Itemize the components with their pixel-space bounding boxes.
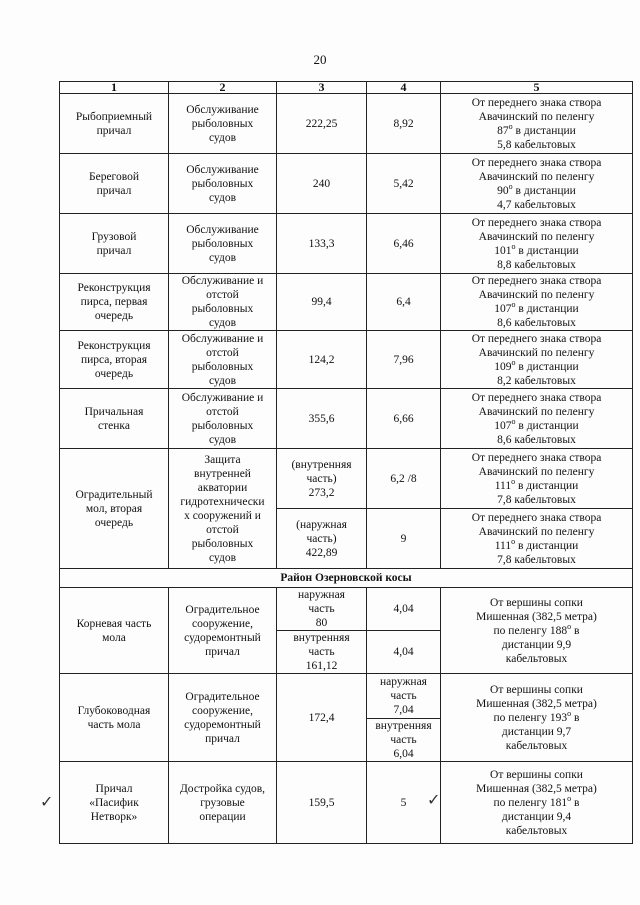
bearing-text: От вершины сопки Мишенная (382,5 метра) по пеленгу 188 (476, 596, 597, 637)
bearing-text: От переднего знака створа Авачинский по пеленгу 107 (471, 275, 602, 315)
depth: внутренняя часть 6,04 (367, 719, 441, 762)
purpose: Оградительное сооружение, судоремонтный причал (169, 588, 277, 674)
object-name: Глубоководная часть мола (60, 674, 169, 762)
header-col-2: 2 (169, 82, 277, 94)
bearing-text: От переднего знака створа Авачинский по пеленгу 101 (471, 216, 602, 257)
depth: 6,4 (367, 274, 441, 331)
depth: 5,42 (367, 154, 441, 214)
bearing-text: в дистанции 8,2 кабельтовых (497, 360, 579, 387)
object-name: Причал «Пасифик Нетворк» (60, 762, 169, 844)
bearing-text: в дистанции 8,6 кабельтовых (497, 303, 579, 329)
length: 240 (277, 154, 367, 214)
bearing-text: в дистанции 9,9 кабельтовых (501, 624, 580, 665)
object-name: Береговой причал (60, 154, 169, 214)
object-name: Рыбоприемный причал (60, 94, 169, 154)
degree-sign: o (508, 121, 513, 131)
degree-sign: o (511, 300, 516, 310)
page-number: 20 (313, 52, 327, 67)
purpose: Обслуживание рыболовных судов (169, 154, 277, 214)
table-row (60, 331, 633, 389)
purpose: Обслуживание рыболовных судов (169, 214, 277, 274)
degree-sign: o (511, 476, 516, 486)
degree-sign: o (567, 793, 572, 803)
degree-sign: o (511, 536, 516, 546)
bearing-text: в дистанции 9,7 кабельтовых (501, 711, 580, 752)
purpose: Оградительное сооружение, судоремонтный причал (169, 674, 277, 762)
bearing-text: От переднего знака створа Авачинский по пеленгу 90 (471, 156, 602, 197)
bearing-text: От переднего знака створа Авачинский по пеленгу 107 (471, 391, 602, 432)
location (441, 331, 633, 389)
bearing-text: в дистанции 9,4 кабельтовых (501, 796, 580, 837)
table-row (60, 389, 633, 449)
table-row (60, 762, 633, 844)
bearing-text: в дистанции 7,8 кабельтовых (497, 539, 579, 566)
depth: 9 (367, 509, 441, 569)
bearing-text: в дистанции 4,7 кабельтовых (497, 184, 576, 211)
object-name: Грузовой причал (60, 214, 169, 274)
section-title: Район Озерновской косы (60, 569, 633, 588)
length: 133,3 (277, 214, 367, 274)
bearing-text: в дистанции 8,6 кабельтовых (497, 419, 579, 446)
bearing-text: От переднего знака створа Авачинский по пеленгу 111 (471, 511, 602, 552)
purpose: Обслуживание и отстой рыболовных судов (169, 389, 277, 449)
object-name: Корневая часть мола (60, 588, 169, 674)
table-row (60, 588, 633, 631)
length: 222,25 (277, 94, 367, 154)
purpose: Достройка судов, грузовые операции (169, 762, 277, 844)
object-name: Причальная стенка (60, 389, 169, 449)
purpose: Защита внутренней акватории гидротехнически х сооружений и отстой рыболовных судов (169, 449, 277, 569)
margin-checkmark-2: ✓ (427, 792, 441, 809)
depth: наружная часть 7,04 (367, 674, 441, 719)
location (441, 449, 633, 509)
object-name: Реконструкция пирса, первая очередь (60, 274, 169, 331)
location (441, 274, 633, 331)
length: 172,4 (277, 674, 367, 762)
header-col-1: 1 (60, 82, 169, 94)
degree-sign: o (508, 181, 513, 191)
depth: 6,2 /8 (367, 449, 441, 509)
depth: 8,92 (367, 94, 441, 154)
length: (наружная часть) 422,89 (277, 509, 367, 569)
location (441, 509, 633, 569)
bearing-text: в дистанции 8,8 кабельтовых (497, 244, 579, 271)
length: 355,6 (277, 389, 367, 449)
bearing-text: От переднего знака створа Авачинский по пеленгу 109 (471, 332, 602, 373)
depth: 4,04 (367, 588, 441, 631)
bearing-text: От вершины сопки Мишенная (382,5 метра) по пеленгу 181 (476, 768, 597, 809)
location (441, 762, 633, 844)
margin-checkmark: ✓ (40, 794, 54, 811)
bearing-text: От вершины сопки Мишенная (382,5 метра) по пеленгу 193 (476, 683, 597, 724)
berth-table (59, 81, 633, 844)
table-row (60, 274, 633, 331)
depth: 4,04 (367, 631, 441, 674)
table-row (60, 449, 633, 509)
location (441, 154, 633, 214)
header-col-3: 3 (277, 82, 367, 94)
location (441, 588, 633, 674)
header-row (60, 82, 633, 94)
length: 124,2 (277, 331, 367, 389)
length: наружная часть 80 (277, 588, 367, 631)
degree-sign: o (567, 621, 572, 631)
degree-sign: o (511, 416, 516, 426)
depth: 6,66 (367, 389, 441, 449)
table-row (60, 94, 633, 154)
length: внутренняя часть 161,12 (277, 631, 367, 674)
location (441, 674, 633, 762)
table-row (60, 674, 633, 719)
location (441, 389, 633, 449)
header-col-5: 5 (441, 82, 633, 94)
purpose: Обслуживание рыболовных судов (169, 94, 277, 154)
bearing-text: в дистанции 7,8 кабельтовых (497, 479, 579, 506)
degree-sign: o (511, 357, 516, 367)
object-name: Оградительный мол, вторая очередь (60, 449, 169, 569)
degree-sign: o (567, 708, 572, 718)
section-row (60, 569, 633, 588)
length: (внутренняя часть) 273,2 (277, 449, 367, 509)
length: 159,5 (277, 762, 367, 844)
purpose: Обслуживание и отстой рыболовных судов (169, 274, 277, 331)
location (441, 94, 633, 154)
bearing-text: От переднего знака створа Авачинский по пеленгу 87 (471, 96, 602, 137)
location (441, 214, 633, 274)
bearing-text: От переднего знака створа Авачинский по пеленгу 111 (471, 451, 602, 492)
header-col-4: 4 (367, 82, 441, 94)
depth: 6,46 (367, 214, 441, 274)
purpose: Обслуживание и отстой рыболовных судов (169, 331, 277, 389)
depth: 7,96 (367, 331, 441, 389)
table-row (60, 214, 633, 274)
degree-sign: o (511, 241, 516, 251)
depth: 5 (367, 762, 441, 844)
length: 99,4 (277, 274, 367, 331)
table-row (60, 154, 633, 214)
bearing-text: в дистанции 5,8 кабельтовых (497, 124, 576, 151)
object-name: Реконструкция пирса, вторая очередь (60, 331, 169, 389)
